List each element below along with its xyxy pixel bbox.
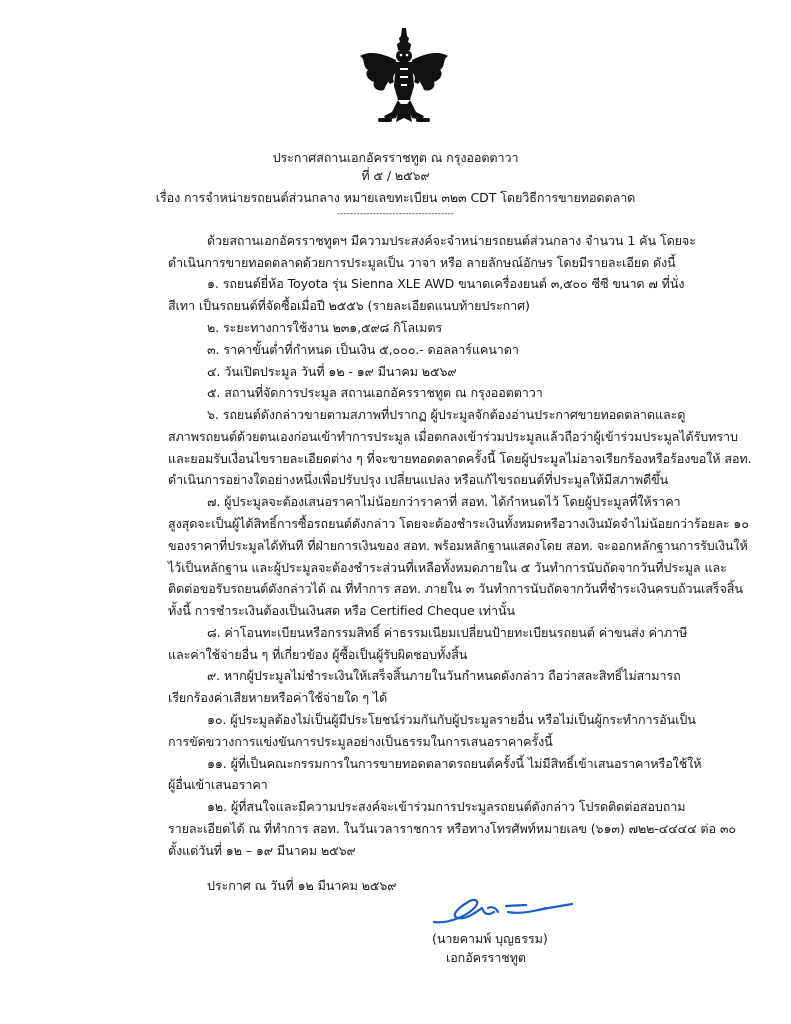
- body-line: ไว้เป็นหลักฐาน และผู้ประมูลจะต้องชำระส่วนที่เหลือทั้งหมดภายใน ๕ วันทำการนับถัดจากวันที่ประมูล และ: [168, 560, 727, 575]
- announcement-subject: เรื่อง การจำหน่ายรถยนต์ส่วนกลาง หมายเลขทะเบียน ๓๒๓ CDT โดยวิธีการขายทอดตลาด: [155, 190, 636, 205]
- body-line: ๙. หากผู้ประมูลไม่ชำระเงินให้เสร็จสิ้นภายในวันกำหนดดังกล่าว ถือว่าสละสิทธิ์ไม่สามารถ: [207, 668, 681, 683]
- body-line: ๑๒. ผู้ที่สนใจและมีความประสงค์จะเข้าร่วมการประมูลรถยนต์ดังกล่าว โปรดติดต่อสอบถาม: [207, 799, 686, 814]
- body-line: ดำเนินการขายทอดตลาดด้วยการประมูลเป็น วาจา หรือ ลายลักษณ์อักษร โดยมีรายละเอียด ดังนี้: [168, 255, 676, 270]
- body-line: ๖. รถยนต์ดังกล่าวขายตามสภาพที่ปรากฏ ผู้ประมูลจักต้องอ่านประกาศขายทอดตลาดและดู: [207, 407, 686, 422]
- body-line: ด้วยสถานเอกอัครราชทูตฯ มีความประสงค์จะจำหน่ายรถยนต์ส่วนกลาง จำนวน 1 คัน โดยจะ: [207, 233, 696, 248]
- body-line: ๗. ผู้ประมูลจะต้องเสนอราคาไม่น้อยกว่าราคาที่ สอท. ได้กำหนดไว้ โดยผู้ประมูลที่ให้ราคา: [207, 494, 681, 509]
- body-line: เรียกร้องค่าเสียหายหรือค่าใช้จ่ายใด ๆ ได้: [168, 690, 388, 705]
- signatory-title: เอกอัครราชทูต: [446, 950, 527, 965]
- body-line: สภาพรถยนต์ด้วยตนเองก่อนเข้าทำการประมูล เมื่อตกลงเข้าร่วมประมูลแล้วถือว่าผู้เข้าร่วมประมูลได้รับทราบ: [168, 429, 738, 444]
- body-line: และยอมรับเงื่อนไขรายละเอียดต่าง ๆ ที่จะขายทอดตลาดครั้งนี้ โดยผู้ประมูลไม่อาจเรียกร้องหรือร้องขอให้ สอท.: [168, 451, 752, 466]
- announcement-number: ที่ ๕ / ๒๕๖๙: [361, 168, 430, 183]
- body-line: การขัดขวางการแข่งขันการประมูลอย่างเป็นธรรมในการเสนอราคาครั้งนี้: [168, 734, 553, 749]
- body-line: ๘. ค่าโอนทะเบียนหรือกรรมสิทธิ์ ค่าธรรมเนียมเปลี่ยนป้ายทะเบียนรถยนต์ ค่าขนส่ง ค่าภาษี: [207, 625, 688, 640]
- divider: ------------------------------------: [337, 209, 454, 219]
- announcement-heading: ประกาศสถานเอกอัครราชทูต ณ กรุงออตตาวา: [272, 150, 519, 165]
- body-line: ๔. วันเปิดประมูล วันที่ ๑๒ - ๑๙ มีนาคม ๒๕๖๙: [207, 364, 457, 379]
- body-line: ดำเนินการอย่างใดอย่างหนึ่งเพื่อปรับปรุง เปลี่ยนแปลง หรือแก้ไขรถยนต์ที่ประมูลให้มีสภาพดีขึ้น: [168, 472, 669, 487]
- body-line: ๒. ระยะทางการใช้งาน ๒๓๑,๕๙๘ กิโลเมตร: [207, 320, 443, 335]
- garuda-emblem-icon: [356, 26, 452, 126]
- announcement-date: ประกาศ ณ วันที่ ๑๒ มีนาคม ๒๕๖๙: [207, 878, 397, 893]
- body-line: รายละเอียดได้ ณ ที่ทำการ สอท. ในวันเวลาราชการ หรือทางโทรศัพท์หมายเลข (๖๑๓) ๗๒๒-๔๔๔๔ ต่อ ๓๐: [168, 821, 736, 836]
- body-line: ของราคาที่ประมูลได้ทันที ที่ฝ่ายการเงินของ สอท. พร้อมหลักฐานแสดงโดย สอท. จะออกหลักฐานการรับเงินให้: [168, 538, 748, 553]
- body-line: ๑๑. ผู้ที่เป็นคณะกรรมการในการขายทอดตลาดรถยนต์ครั้งนี้ ไม่มีสิทธิ์เข้าเสนอราคาหรือใช้ให้: [207, 756, 702, 771]
- body-line: ๕. สถานที่จัดการประมูล สถานเอกอัครราชทูต ณ กรุงออตตาวา: [207, 385, 543, 400]
- signatory-name: (นายคามพ์ บุญธรรม): [432, 931, 548, 946]
- body-line: สูงสุดจะเป็นผู้ได้สิทธิ์การซื้อรถยนต์ดังกล่าว โดยจะต้องชำระเงินทั้งหมดหรือวางเงินมัดจำไม่น้อยกว่าร้อยละ ๑๐: [168, 516, 749, 531]
- body-line: ๑๐. ผู้ประมูลต้องไม่เป็นผู้มีประโยชน์ร่วมกันกับผู้ประมูลรายอื่น หรือไม่เป็นผู้กระทำการอันเป็น: [207, 712, 696, 727]
- signature-mark: [428, 894, 578, 928]
- body-line: ๓. ราคาขั้นต่ำที่กำหนด เป็นเงิน ๕,๐๐๐.- ดอลลาร์แคนาดา: [207, 342, 519, 357]
- body-line: ตั้งแต่วันที่ ๑๒ – ๑๙ มีนาคม ๒๕๖๙: [168, 843, 356, 858]
- body-line: ผู้อื่นเข้าเสนอราคา: [168, 777, 268, 792]
- body-line: ติดต่อขอรับรถยนต์ดังกล่าวได้ ณ ที่ทำการ สอท. ภายใน ๓ วันทำการนับถัดจากวันที่ชำระเงินครบถ้วนเสร็จสิ้น: [168, 581, 743, 596]
- body-line: สีเทา เป็นรถยนต์ที่จัดซื้อเมื่อปี ๒๕๕๖ (รายละเอียดแนบท้ายประกาศ): [168, 298, 530, 313]
- body-line: ทั้งนี้ การชำระเงินต้องเป็นเงินสด หรือ Certified Cheque เท่านั้น: [168, 603, 515, 618]
- body-line: ๑. รถยนต์ยี่ห้อ Toyota รุ่น Sienna XLE AWD ขนาดเครื่องยนต์ ๓,๕๐๐ ซีซี ขนาด ๗ ที่นั่ง: [207, 276, 685, 291]
- body-line: และค่าใช้จ่ายอื่น ๆ ที่เกี่ยวข้อง ผู้ซื้อเป็นผู้รับผิดชอบทั้งสิ้น: [168, 647, 468, 662]
